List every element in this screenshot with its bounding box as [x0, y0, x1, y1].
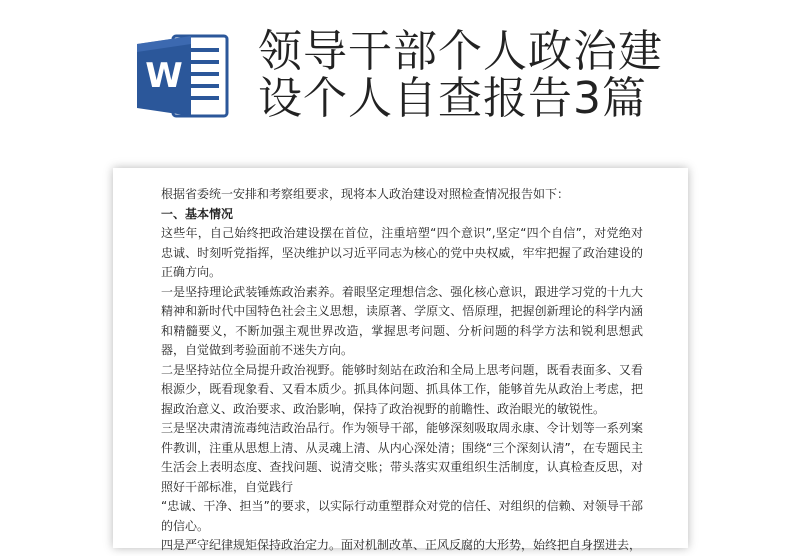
body-paragraph: 三是坚决肃清流毒纯洁政治品行。作为领导干部，能够深刻吸取周永康、令计划等一系列案件教训，注重从思想上清、从灵魂上清、从内心深处清；围绕“三个深刻认清”，在专题民主生活会上表明态度、查找问题、说清交账；带头落实双重组织生活制度，认真检查反思，对照好干部标准，自觉践行 [161, 421, 643, 494]
title-line-1: 领导干部个人政治建 [258, 26, 663, 77]
word-document-icon [133, 32, 231, 120]
section-heading: 一、基本情况 [161, 206, 234, 221]
title-line-2: 设个人自查报告3篇 [258, 73, 647, 124]
document-page [113, 168, 688, 552]
body-paragraph: 二是坚持站位全局提升政治视野。能够时刻站在政治和全局上思考问题，既看表面多、又看根源少，既看现象看、又看本质少。抓具体问题、抓具体工作，能够首先从政治上考虑，把握政治意义、政治要求、政治影响，保持了政治视野的前瞻性、政治眼光的敏锐性。 [161, 362, 643, 416]
body-paragraph: 一是坚持理论武装锤炼政治素养。着眼坚定理想信念、强化核心意识，跟进学习党的十九大精神和新时代中国特色社会主义思想，读原著、学原文、悟原理，把握创新理论的科学内涵和精髓要义，不断加强主观世界改造，掌握思考问题、分析问题的科学方法和锐利思想武器，自觉做到考验面前不迷失方向。 [161, 284, 643, 357]
page-header [0, 0, 800, 160]
word-icon-letter: W [145, 56, 183, 96]
document-body [161, 185, 643, 556]
page-title [258, 28, 663, 122]
body-paragraph: “忠诚、干净、担当”的要求，以实际行动重塑群众对党的信任、对组织的信赖、对领导干部的信心。 [161, 499, 643, 533]
intro-paragraph: 根据省委统一安排和考察组要求，现将本人政治建设对照检查情况报告如下： [161, 187, 570, 201]
body-paragraph: 这些年，自己始终把政治建设摆在首位，注重培塑“四个意识”,坚定“四个自信”，对党绝对忠诚、时刻听党指挥，坚决维护以习近平同志为核心的党中央权威，牢牢把握了政治建设的正确方向。 [161, 226, 643, 279]
body-paragraph: 四是严守纪律规矩保持政治定力。面对机制改革、正风反腐的大形势，始终把自身摆进去， [161, 538, 642, 552]
